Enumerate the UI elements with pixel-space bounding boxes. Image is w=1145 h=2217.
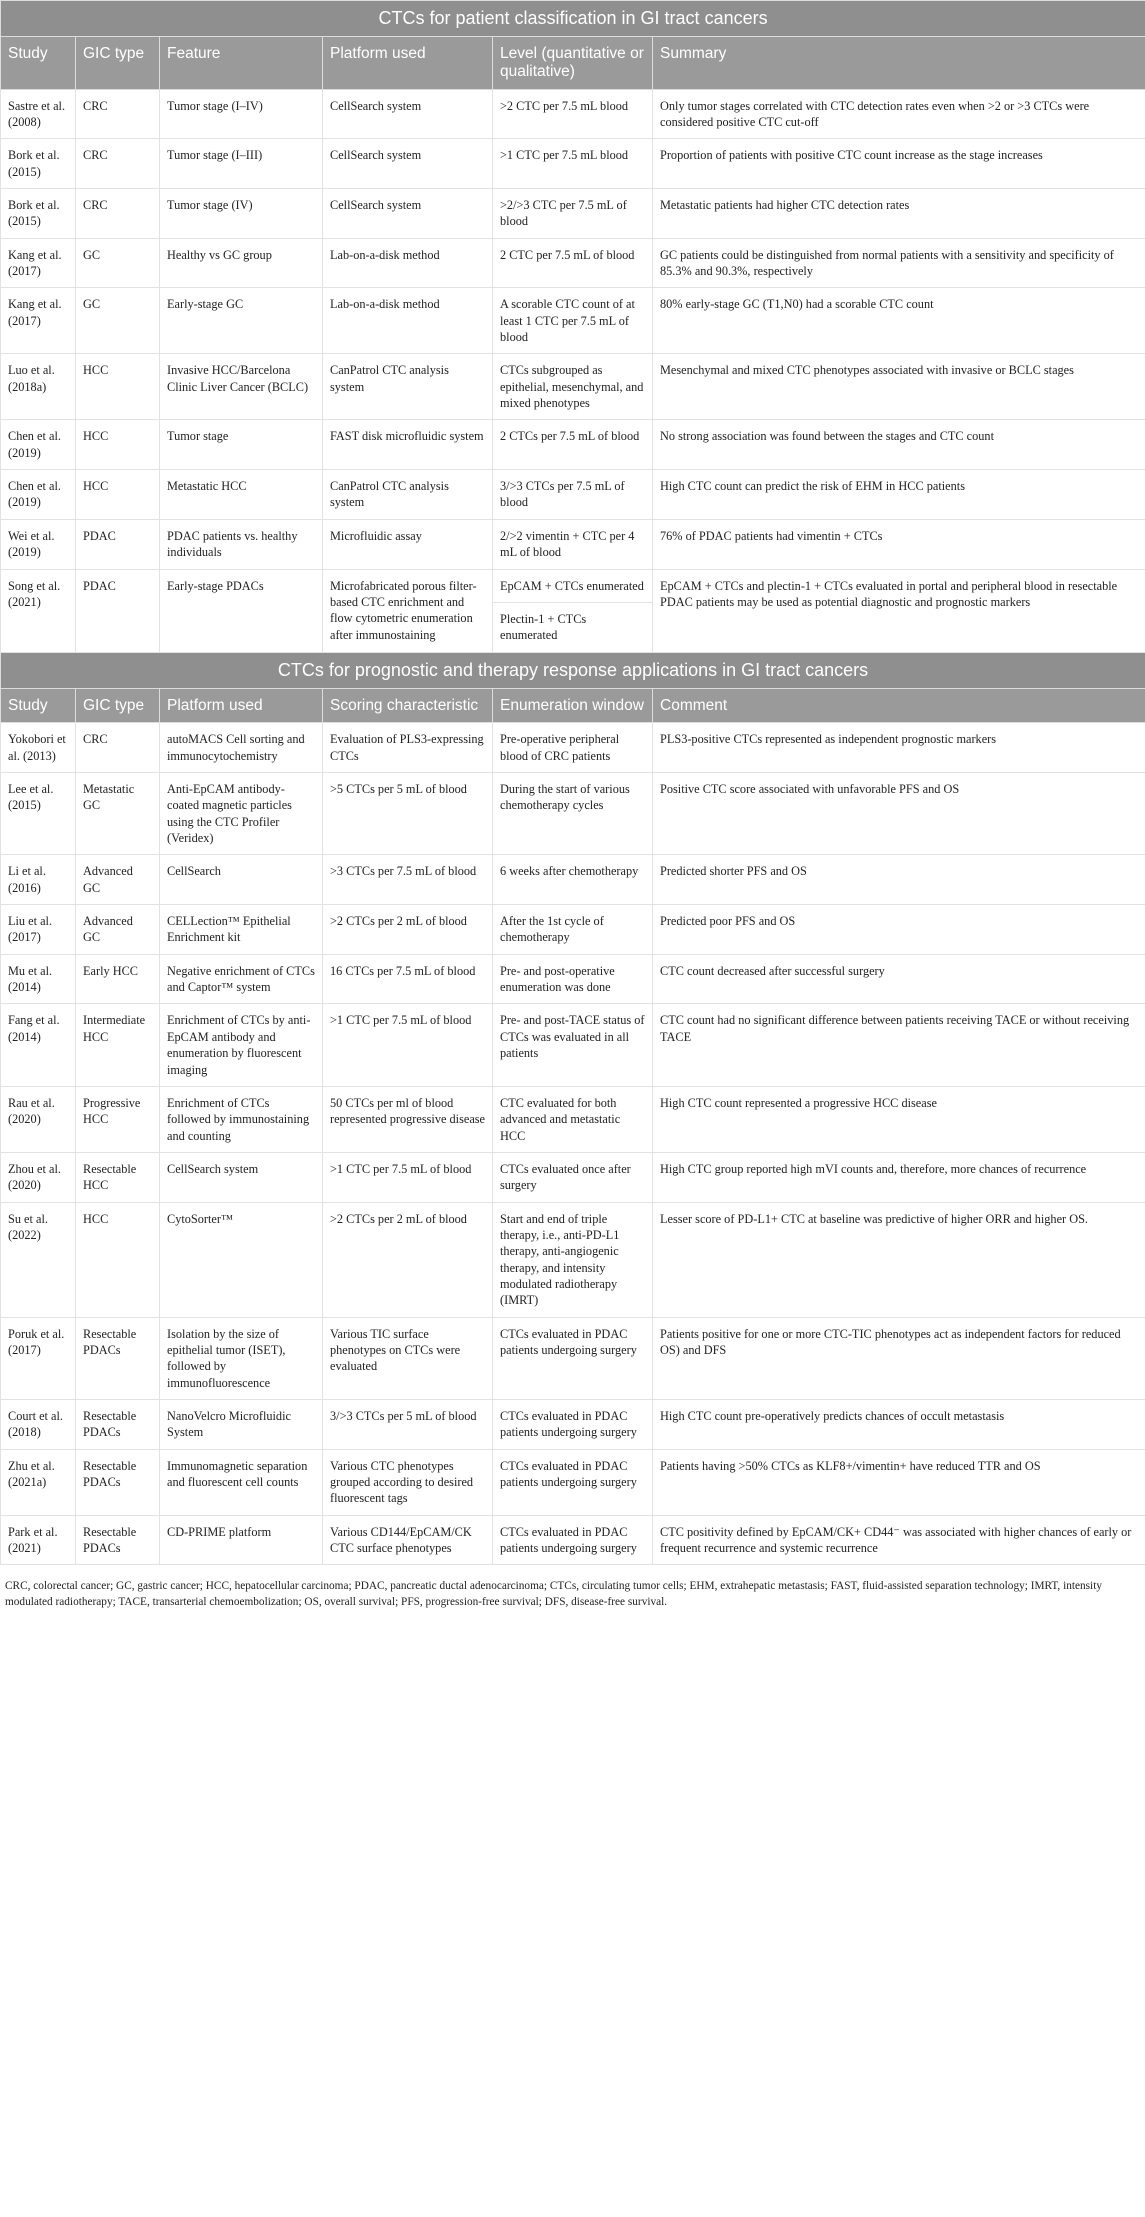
cell-col6: High CTC group reported high mVI counts and, therefore, more chances of recurrence [653, 1152, 1145, 1202]
cell-study: Yokobori et al. (2013) [1, 723, 76, 773]
cell-col5: During the start of various chemotherapy cycles [493, 773, 653, 855]
cell-col4: Lab-on-a-disk method [323, 238, 493, 288]
column-header: Feature [160, 37, 323, 90]
cell-col5: 2/>2 vimentin + CTC per 4 mL of blood [493, 519, 653, 569]
cell-col5: CTCs evaluated in PDAC patients undergoing surgery [493, 1515, 653, 1565]
cell-gic-type: CRC [76, 723, 160, 773]
table1-title: CTCs for patient classification in GI tract cancers [1, 1, 1145, 37]
column-header: Study [1, 688, 76, 723]
cell-col6: Patients having >50% CTCs as KLF8+/vimentin+ have reduced TTR and OS [653, 1449, 1145, 1515]
cell-col4: >2 CTCs per 2 mL of blood [323, 905, 493, 955]
cell-gic-type: HCC [76, 354, 160, 420]
cell-study: Liu et al. (2017) [1, 905, 76, 955]
cell-col5: Pre- and post-TACE status of CTCs was evaluated in all patients [493, 1004, 653, 1086]
cell-col3: Negative enrichment of CTCs and Captor™ system [160, 954, 323, 1004]
table-row [1, 189, 1145, 239]
cell-col5: 2 CTC per 7.5 mL of blood [493, 238, 653, 288]
cell-study: Poruk et al. (2017) [1, 1317, 76, 1399]
cell-study: Rau et al. (2020) [1, 1086, 76, 1152]
cell-level-split [493, 569, 653, 652]
cell-col4: >5 CTCs per 5 mL of blood [323, 773, 493, 855]
column-header: GIC type [76, 37, 160, 90]
cell-col5: CTCs evaluated in PDAC patients undergoing surgery [493, 1400, 653, 1450]
cell-col3: CellSearch system [160, 1152, 323, 1202]
cell-col5: A scorable CTC count of at least 1 CTC per 7.5 mL of blood [493, 288, 653, 354]
cell-gic-type: Advanced GC [76, 905, 160, 955]
table-row [1, 139, 1145, 189]
cell-col6: Patients positive for one or more CTC-TIC phenotypes act as independent factors for reduced OS) and DFS [653, 1317, 1145, 1399]
cell-col5: 2 CTCs per 7.5 mL of blood [493, 420, 653, 470]
column-header: Platform used [323, 37, 493, 90]
cell-col6: High CTC count pre-operatively predicts chances of occult metastasis [653, 1400, 1145, 1450]
cell-gic-type: Resectable PDACs [76, 1317, 160, 1399]
column-header: Summary [653, 37, 1145, 90]
cell-gic-type: Resectable PDACs [76, 1449, 160, 1515]
cell-study: Bork et al. (2015) [1, 189, 76, 239]
cell-gic-type: HCC [76, 420, 160, 470]
table-row [1, 954, 1145, 1004]
cell-study: Su et al. (2022) [1, 1202, 76, 1317]
cell-gic-type: HCC [76, 470, 160, 520]
table2-title-row [1, 652, 1145, 688]
cell-col3: Enrichment of CTCs by anti-EpCAM antibody and enumeration by fluorescent imaging [160, 1004, 323, 1086]
column-header: Level (quantitative or qualitative) [493, 37, 653, 90]
cell-col4: FAST disk microfluidic system [323, 420, 493, 470]
cell-gic-type: GC [76, 238, 160, 288]
cell-col4: Various CD144/EpCAM/CK CTC surface phenotypes [323, 1515, 493, 1565]
cell-col6: Lesser score of PD-L1+ CTC at baseline was predictive of higher ORR and higher OS. [653, 1202, 1145, 1317]
cell-col6: Proportion of patients with positive CTC count increase as the stage increases [653, 139, 1145, 189]
cell-col3: Tumor stage (I–IV) [160, 89, 323, 139]
cell-col6: No strong association was found between the stages and CTC count [653, 420, 1145, 470]
cell-study: Luo et al. (2018a) [1, 354, 76, 420]
cell-col3: Immunomagnetic separation and fluorescent cell counts [160, 1449, 323, 1515]
table-row [1, 723, 1145, 773]
table1-body [1, 89, 1145, 569]
cell-col3: CytoSorter™ [160, 1202, 323, 1317]
cell-col5: CTCs evaluated in PDAC patients undergoing surgery [493, 1317, 653, 1399]
cell-col6: CTC count decreased after successful surgery [653, 954, 1145, 1004]
cell-study: Zhu et al. (2021a) [1, 1449, 76, 1515]
cell-col4: >3 CTCs per 7.5 mL of blood [323, 855, 493, 905]
table1-section [1, 1, 1145, 90]
cell-study: Chen et al. (2019) [1, 420, 76, 470]
cell-platform: Microfabricated porous filter-based CTC enrichment and flow cytometric enumeration after immunostaining [323, 569, 493, 652]
cell-col6: High CTC count can predict the risk of EHM in HCC patients [653, 470, 1145, 520]
cell-col4: Various TIC surface phenotypes on CTCs were evaluated [323, 1317, 493, 1399]
cell-col4: >1 CTC per 7.5 mL of blood [323, 1152, 493, 1202]
cell-study: Bork et al. (2015) [1, 139, 76, 189]
table2-body [1, 723, 1145, 1565]
cell-gic-type: Metastatic GC [76, 773, 160, 855]
cell-col5: CTCs evaluated once after surgery [493, 1152, 653, 1202]
cell-col4: Evaluation of PLS3-expressing CTCs [323, 723, 493, 773]
table-row [1, 905, 1145, 955]
cell-gic-type: CRC [76, 189, 160, 239]
cell-col6: 76% of PDAC patients had vimentin + CTCs [653, 519, 1145, 569]
table-row [1, 1400, 1145, 1450]
cell-level-epcam: EpCAM + CTCs enumerated [500, 578, 644, 593]
cell-gic-type: CRC [76, 139, 160, 189]
cell-gic-type: Intermediate HCC [76, 1004, 160, 1086]
cell-col3: Anti-EpCAM antibody-coated magnetic particles using the CTC Profiler (Veridex) [160, 773, 323, 855]
table-row [1, 773, 1145, 855]
cell-col4: CellSearch system [323, 189, 493, 239]
table-row [1, 288, 1145, 354]
table-row [1, 1004, 1145, 1086]
cell-col3: Tumor stage (IV) [160, 189, 323, 239]
table-row [1, 519, 1145, 569]
table2-title: CTCs for prognostic and therapy response applications in GI tract cancers [1, 652, 1145, 688]
cell-col6: Predicted poor PFS and OS [653, 905, 1145, 955]
cell-study: Zhou et al. (2020) [1, 1152, 76, 1202]
cell-col3: Invasive HCC/Barcelona Clinic Liver Cancer (BCLC) [160, 354, 323, 420]
cell-gic-type: Advanced GC [76, 855, 160, 905]
cell-level-plectin: Plectin-1 + CTCs enumerated [493, 602, 652, 652]
cell-col5: CTCs subgrouped as epithelial, mesenchymal, and mixed phenotypes [493, 354, 653, 420]
cell-col5: >1 CTC per 7.5 mL blood [493, 139, 653, 189]
cell-study: Mu et al. (2014) [1, 954, 76, 1004]
cell-col3: CD-PRIME platform [160, 1515, 323, 1565]
cell-gic-type: Resectable PDACs [76, 1515, 160, 1565]
cell-col4: >1 CTC per 7.5 mL of blood [323, 1004, 493, 1086]
cell-col4: CanPatrol CTC analysis system [323, 354, 493, 420]
cell-study: Lee et al. (2015) [1, 773, 76, 855]
cell-col6: Positive CTC score associated with unfavorable PFS and OS [653, 773, 1145, 855]
cell-col3: CELLection™ Epithelial Enrichment kit [160, 905, 323, 955]
cell-gic-type: HCC [76, 1202, 160, 1317]
table-row [1, 1317, 1145, 1399]
footnote: CRC, colorectal cancer; GC, gastric cancer; HCC, hepatocellular carcinoma; PDAC, pancreatic ductal adenocarcinoma; CTCs, circulating tumor cells; EHM, extrahepatic metastasis; FAST, fluid-assisted separation technology; IMRT, intensity modulated radiotherapy; TACE, transarterial chemoembolization; OS, overall survival; PFS, progression-free survival; DFS, disease-free survival. [5, 1580, 1102, 1608]
column-header: Study [1, 37, 76, 90]
cell-feature: Early-stage PDACs [160, 569, 323, 652]
table-row [1, 238, 1145, 288]
cell-col5: CTC evaluated for both advanced and metastatic HCC [493, 1086, 653, 1152]
table-row [1, 855, 1145, 905]
cell-col4: >2 CTCs per 2 mL of blood [323, 1202, 493, 1317]
cell-col5: >2/>3 CTC per 7.5 mL of blood [493, 189, 653, 239]
cell-gic-type: Progressive HCC [76, 1086, 160, 1152]
cell-col3: Tumor stage (I–III) [160, 139, 323, 189]
cell-study: Park et al. (2021) [1, 1515, 76, 1565]
cell-col5: CTCs evaluated in PDAC patients undergoing surgery [493, 1449, 653, 1515]
cell-col4: 50 CTCs per ml of blood represented progressive disease [323, 1086, 493, 1152]
cell-study: Court et al. (2018) [1, 1400, 76, 1450]
table2-section [1, 652, 1145, 723]
table-row [1, 1449, 1145, 1515]
cell-col6: High CTC count represented a progressive HCC disease [653, 1086, 1145, 1152]
table-row [1, 1086, 1145, 1152]
column-header: GIC type [76, 688, 160, 723]
cell-gic-type: Resectable HCC [76, 1152, 160, 1202]
cell-gic-type: PDAC [76, 519, 160, 569]
table2-header-row [1, 688, 1145, 723]
cell-col3: Tumor stage [160, 420, 323, 470]
cell-col6: PLS3-positive CTCs represented as independent prognostic markers [653, 723, 1145, 773]
cell-col3: Metastatic HCC [160, 470, 323, 520]
cell-study: Wei et al. (2019) [1, 519, 76, 569]
cell-col5: Pre-operative peripheral blood of CRC patients [493, 723, 653, 773]
cell-gic-type: Early HCC [76, 954, 160, 1004]
cell-col3: CellSearch [160, 855, 323, 905]
cell-col4: CellSearch system [323, 89, 493, 139]
column-header: Platform used [160, 688, 323, 723]
cell-col5: Start and end of triple therapy, i.e., anti-PD-L1 therapy, anti-angiogenic therapy, and intensity modulated radiotherapy (IMRT) [493, 1202, 653, 1317]
cell-col6: CTC positivity defined by EpCAM/CK+ CD44⁻ was associated with higher chances of early or frequent recurrence and systemic recurrence [653, 1515, 1145, 1565]
cell-col4: CanPatrol CTC analysis system [323, 470, 493, 520]
cell-summary: EpCAM + CTCs and plectin-1 + CTCs evaluated in portal and peripheral blood in resectable PDAC patients may be used as potential diagnostic and prognostic markers [653, 569, 1145, 652]
cell-col6: Predicted shorter PFS and OS [653, 855, 1145, 905]
cell-col3: Healthy vs GC group [160, 238, 323, 288]
table-row [1, 1152, 1145, 1202]
cell-study: Li et al. (2016) [1, 855, 76, 905]
table-row [1, 470, 1145, 520]
cell-col3: Early-stage GC [160, 288, 323, 354]
cell-gic-type: GC [76, 288, 160, 354]
table-row [1, 89, 1145, 139]
cell-col5: 6 weeks after chemotherapy [493, 855, 653, 905]
cell-study: Kang et al. (2017) [1, 288, 76, 354]
cell-col4: Lab-on-a-disk method [323, 288, 493, 354]
cell-study: Chen et al. (2019) [1, 470, 76, 520]
cell-col6: GC patients could be distinguished from normal patients with a sensitivity and specificity of 85.3% and 90.3%, respectively [653, 238, 1145, 288]
table1-header-row [1, 37, 1145, 90]
cell-col4: Various CTC phenotypes grouped according to desired fluorescent tags [323, 1449, 493, 1515]
table1-title-row [1, 1, 1145, 37]
cell-gic-type: Resectable PDACs [76, 1400, 160, 1450]
table-row [1, 1515, 1145, 1565]
table-row [1, 1202, 1145, 1317]
cell-col3: Enrichment of CTCs followed by immunostaining and counting [160, 1086, 323, 1152]
cell-col4: Microfluidic assay [323, 519, 493, 569]
cell-col6: 80% early-stage GC (T1,N0) had a scorable CTC count [653, 288, 1145, 354]
cell-col6: Mesenchymal and mixed CTC phenotypes associated with invasive or BCLC stages [653, 354, 1145, 420]
cell-col5: After the 1st cycle of chemotherapy [493, 905, 653, 955]
column-header: Scoring characteristic [323, 688, 493, 723]
cell-col6: CTC count had no significant difference between patients receiving TACE or without receiving TACE [653, 1004, 1145, 1086]
cell-col4: CellSearch system [323, 139, 493, 189]
cell-col3: PDAC patients vs. healthy individuals [160, 519, 323, 569]
cell-study: Sastre et al. (2008) [1, 89, 76, 139]
column-header: Comment [653, 688, 1145, 723]
cell-col4: 16 CTCs per 7.5 mL of blood [323, 954, 493, 1004]
cell-col3: NanoVelcro Microfluidic System [160, 1400, 323, 1450]
cell-col5: 3/>3 CTCs per 7.5 mL of blood [493, 470, 653, 520]
cell-gic-type: CRC [76, 89, 160, 139]
cell-study: Kang et al. (2017) [1, 238, 76, 288]
column-header: Enumeration window [493, 688, 653, 723]
cell-gic-type: PDAC [76, 569, 160, 652]
cell-col5: Pre- and post-operative enumeration was done [493, 954, 653, 1004]
table1-last-section [1, 569, 1145, 652]
table-row [1, 420, 1145, 470]
table-row [1, 569, 1145, 652]
cell-col4: 3/>3 CTCs per 5 mL of blood [323, 1400, 493, 1450]
cell-study: Song et al. (2021) [1, 569, 76, 652]
cell-col3: autoMACS Cell sorting and immunocytochemistry [160, 723, 323, 773]
cell-study: Fang et al. (2014) [1, 1004, 76, 1086]
cell-col6: Metastatic patients had higher CTC detection rates [653, 189, 1145, 239]
table-row [1, 354, 1145, 420]
cell-col6: Only tumor stages correlated with CTC detection rates even when >2 or >3 CTCs were considered positive CTC cut-off [653, 89, 1145, 139]
cell-col3: Isolation by the size of epithelial tumor (ISET), followed by immunofluorescence [160, 1317, 323, 1399]
cell-col5: >2 CTC per 7.5 mL blood [493, 89, 653, 139]
